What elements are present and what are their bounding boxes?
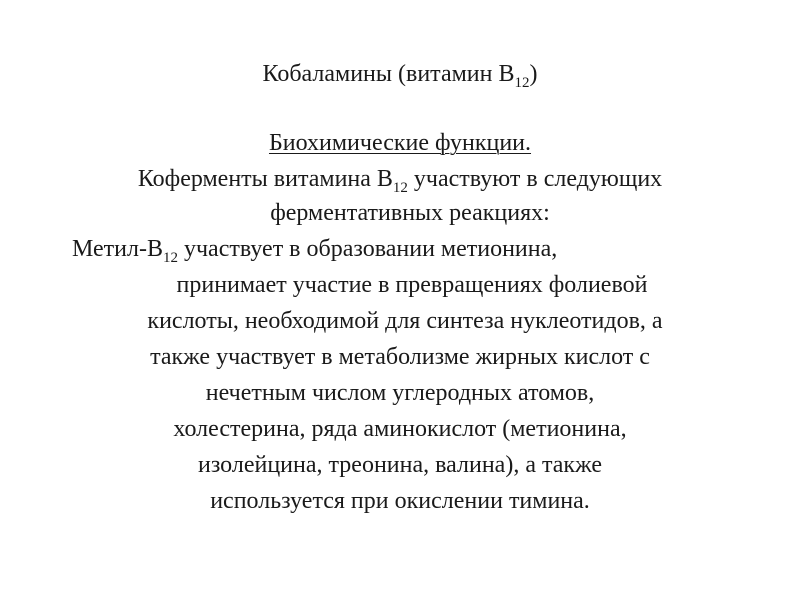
- paragraph2-line1: [0, 232, 800, 269]
- paragraph1-line1-text: Коферменты витамина B: [137, 166, 393, 192]
- section-heading: Биохимические функции.: [268, 130, 532, 156]
- title-subscript: 12: [514, 75, 530, 91]
- paragraph2-line4: также участвует в метаболизме жирных кислот с: [150, 344, 650, 370]
- slide-title: [0, 58, 800, 93]
- paragraph2-line2: принимает участие в превращениях фолиевой: [176, 272, 648, 298]
- paragraph2-subscript: 12: [162, 250, 178, 266]
- paragraph2-line6: холестерина, ряда аминокислот (метионина,: [173, 416, 627, 442]
- paragraph1-subscript: 12: [392, 180, 408, 196]
- paragraph2-line8: используется при окислении тимина.: [210, 488, 590, 514]
- paragraph2-line1-suffix: участвует в образовании метионина,: [177, 236, 558, 262]
- paragraph2-line7: изолейцина, треонина, валина), а также: [198, 452, 602, 478]
- title-suffix: ): [529, 61, 538, 87]
- paragraph2-line5: нечетным числом углеродных атомов,: [205, 380, 595, 406]
- paragraph2-line1-text: Метил-B: [72, 236, 163, 262]
- paragraph1-line2: ферментативных реакциях:: [270, 200, 550, 226]
- paragraph1-line1: [0, 162, 800, 199]
- paragraph2-line3: кислоты, необходимой для синтеза нуклеотидов, а: [147, 308, 663, 334]
- title-text: Кобаламины (витамин B: [262, 61, 515, 87]
- paragraph1-line1-suffix: участвуют в следующих: [407, 166, 663, 192]
